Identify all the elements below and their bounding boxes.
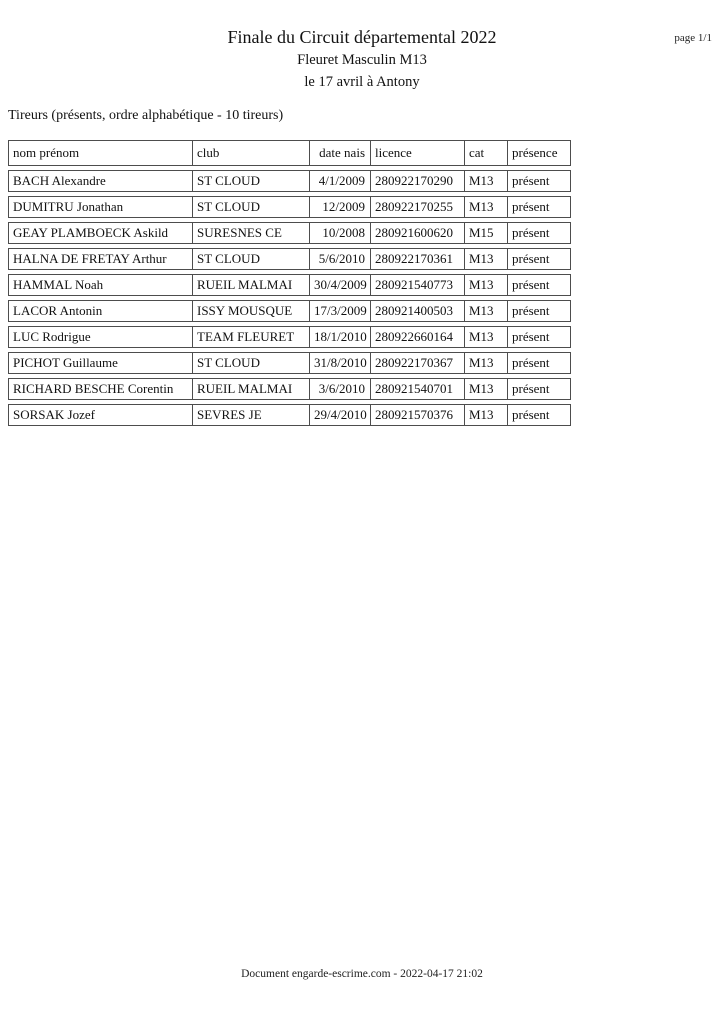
title-block [0, 0, 724, 89]
table-cell: M13 [465, 196, 508, 218]
column-header: nom prénom [8, 140, 193, 166]
table-cell: RICHARD BESCHE Corentin [8, 378, 193, 400]
table-cell: M13 [465, 326, 508, 348]
table-cell: 5/6/2010 [310, 248, 371, 270]
table-cell: 280921540701 [371, 378, 465, 400]
tireurs-table [8, 136, 571, 430]
column-header: club [193, 140, 310, 166]
page-title: Finale du Circuit départemental 2022 [227, 27, 497, 47]
table-header-row [8, 140, 571, 166]
table-row [8, 326, 571, 348]
table-cell: M15 [465, 222, 508, 244]
table-cell: présent [508, 196, 571, 218]
table-cell: 31/8/2010 [310, 352, 371, 374]
table-cell: ST CLOUD [193, 352, 310, 374]
column-header: date nais [310, 140, 371, 166]
footer-document-source: Document engarde-escrime.com - 2022-04-17 21:02 [241, 968, 483, 980]
table-cell: 280922660164 [371, 326, 465, 348]
table-cell: M13 [465, 378, 508, 400]
table-cell: SEVRES JE [193, 404, 310, 426]
table-cell: RUEIL MALMAI [193, 378, 310, 400]
table-cell: ST CLOUD [193, 196, 310, 218]
table-row [8, 378, 571, 400]
table-cell: 12/2009 [310, 196, 371, 218]
table-cell: 280921600620 [371, 222, 465, 244]
table-cell: BACH Alexandre [8, 170, 193, 192]
table-cell: présent [508, 352, 571, 374]
table-cell: présent [508, 274, 571, 296]
table-cell: 280921540773 [371, 274, 465, 296]
table-cell: LACOR Antonin [8, 300, 193, 322]
section-label-tireurs: Tireurs (présents, ordre alphabétique - 10 tireurs) [8, 108, 284, 123]
table-cell: présent [508, 248, 571, 270]
table-cell: 3/6/2010 [310, 378, 371, 400]
table-row [8, 222, 571, 244]
table-cell: 10/2008 [310, 222, 371, 244]
table-cell: ISSY MOUSQUE [193, 300, 310, 322]
table-cell: GEAY PLAMBOECK Askild [8, 222, 193, 244]
table-cell: 29/4/2010 [310, 404, 371, 426]
table-cell: présent [508, 326, 571, 348]
table-cell: M13 [465, 300, 508, 322]
table-cell: présent [508, 300, 571, 322]
table-row [8, 274, 571, 296]
table-cell: présent [508, 378, 571, 400]
table-cell: LUC Rodrigue [8, 326, 193, 348]
table-row [8, 300, 571, 322]
subtitle-date-place: le 17 avril à Antony [304, 73, 420, 90]
table-cell: 4/1/2009 [310, 170, 371, 192]
table-cell: 280922170367 [371, 352, 465, 374]
table-cell: M13 [465, 248, 508, 270]
table-cell: M13 [465, 404, 508, 426]
table-cell: HAMMAL Noah [8, 274, 193, 296]
column-header: licence [371, 140, 465, 166]
table-cell: 280921570376 [371, 404, 465, 426]
table-row [8, 404, 571, 426]
table-cell: présent [508, 222, 571, 244]
table-cell: 280922170361 [371, 248, 465, 270]
page-indicator: page 1/1 [674, 32, 712, 44]
table-cell: M13 [465, 274, 508, 296]
subtitle-weapon-category: Fleuret Masculin M13 [297, 52, 427, 68]
table-cell: présent [508, 404, 571, 426]
table-cell: PICHOT Guillaume [8, 352, 193, 374]
table-cell: RUEIL MALMAI [193, 274, 310, 296]
table-row [8, 196, 571, 218]
table-cell: 280922170290 [371, 170, 465, 192]
table-cell: TEAM FLEURET [193, 326, 310, 348]
table-cell: M13 [465, 352, 508, 374]
column-header: cat [465, 140, 508, 166]
table-row [8, 352, 571, 374]
table-cell: ST CLOUD [193, 170, 310, 192]
table-cell: présent [508, 170, 571, 192]
table-cell: 18/1/2010 [310, 326, 371, 348]
table-cell: ST CLOUD [193, 248, 310, 270]
table-row [8, 170, 571, 192]
table-cell: 280921400503 [371, 300, 465, 322]
table-cell: DUMITRU Jonathan [8, 196, 193, 218]
column-header: présence [508, 140, 571, 166]
table-cell: 30/4/2009 [310, 274, 371, 296]
table-cell: 17/3/2009 [310, 300, 371, 322]
table-cell: SURESNES CE [193, 222, 310, 244]
table-cell: M13 [465, 170, 508, 192]
table-row [8, 248, 571, 270]
table-cell: SORSAK Jozef [8, 404, 193, 426]
table-cell: 280922170255 [371, 196, 465, 218]
table-cell: HALNA DE FRETAY Arthur [8, 248, 193, 270]
